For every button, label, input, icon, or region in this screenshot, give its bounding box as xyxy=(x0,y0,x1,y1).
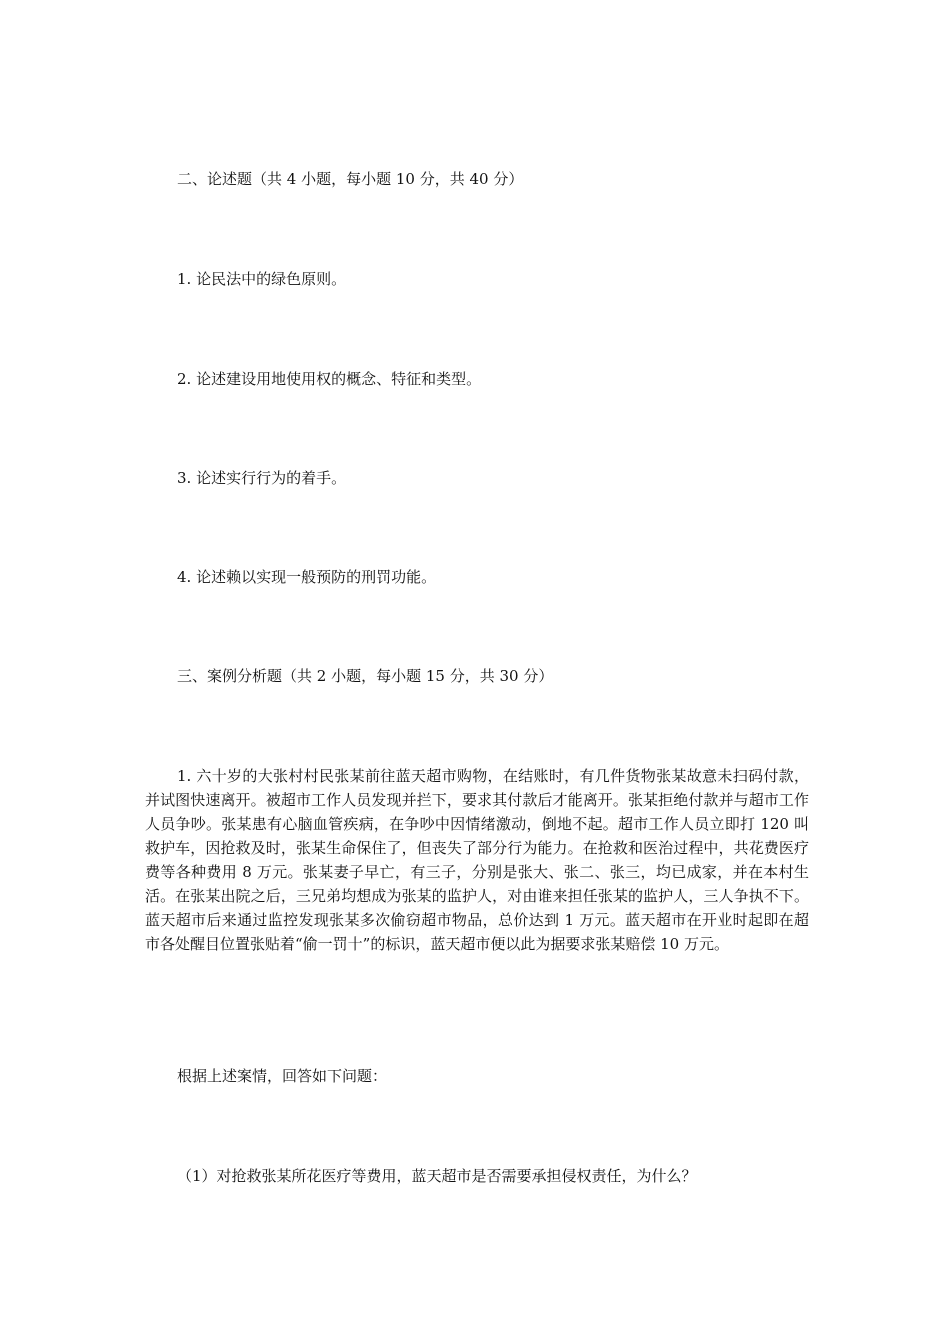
case-1-paragraph: 1. 六十岁的大张村村民张某前往蓝天超市购物，在结账时，有几件货物张某故意未扫码付款，并试图快速离开。被超市工作人员发现并拦下，要求其付款后才能离开。张某拒绝付款并与超市工作人员争吵。张某患有心脑血管疾病，在争吵中因情绪激动，倒地不起。超市工作人员立即打 120 叫救护车，因抢救及时，张某生命保住了，但丧失了部分行为能力。在抢救和医治过程中，共花费医疗费等各种费用 8 万元。张某妻子早亡，有三子，分别是张大、张二、张三，均已成家，并在本村生活。在张某出院之后，三兄弟均想成为张某的监护人，对由谁来担任张某的监护人，三人争执不下。蓝天超市后来通过监控发现张某多次偷窃超市物品，总价达到 1 万元。蓝天超市在开业时起即在超市各处醒目位置张贴着“偷一罚十”的标识，蓝天超市便以此为据要求张某赔偿 10 万元。 xyxy=(145,767,809,953)
essay-question-3: 3. 论述实行行为的着手。 xyxy=(177,469,347,487)
essay-question-4: 4. 论述赖以实现一般预防的刑罚功能。 xyxy=(177,568,437,586)
essay-question-2: 2. 论述建设用地使用权的概念、特征和类型。 xyxy=(177,370,482,388)
case-1-subquestion-1: （1）对抢救张某所花医疗等费用，蓝天超市是否需要承担侵权责任，为什么？ xyxy=(177,1167,697,1185)
case-1-prompt: 根据上述案情，回答如下问题： xyxy=(177,1067,388,1085)
section-2-heading: 二、论述题（共 4 小题，每小题 10 分，共 40 分） xyxy=(177,170,524,188)
section-3-heading: 三、案例分析题（共 2 小题，每小题 15 分，共 30 分） xyxy=(177,667,554,685)
essay-question-1: 1. 论民法中的绿色原则。 xyxy=(177,270,347,288)
